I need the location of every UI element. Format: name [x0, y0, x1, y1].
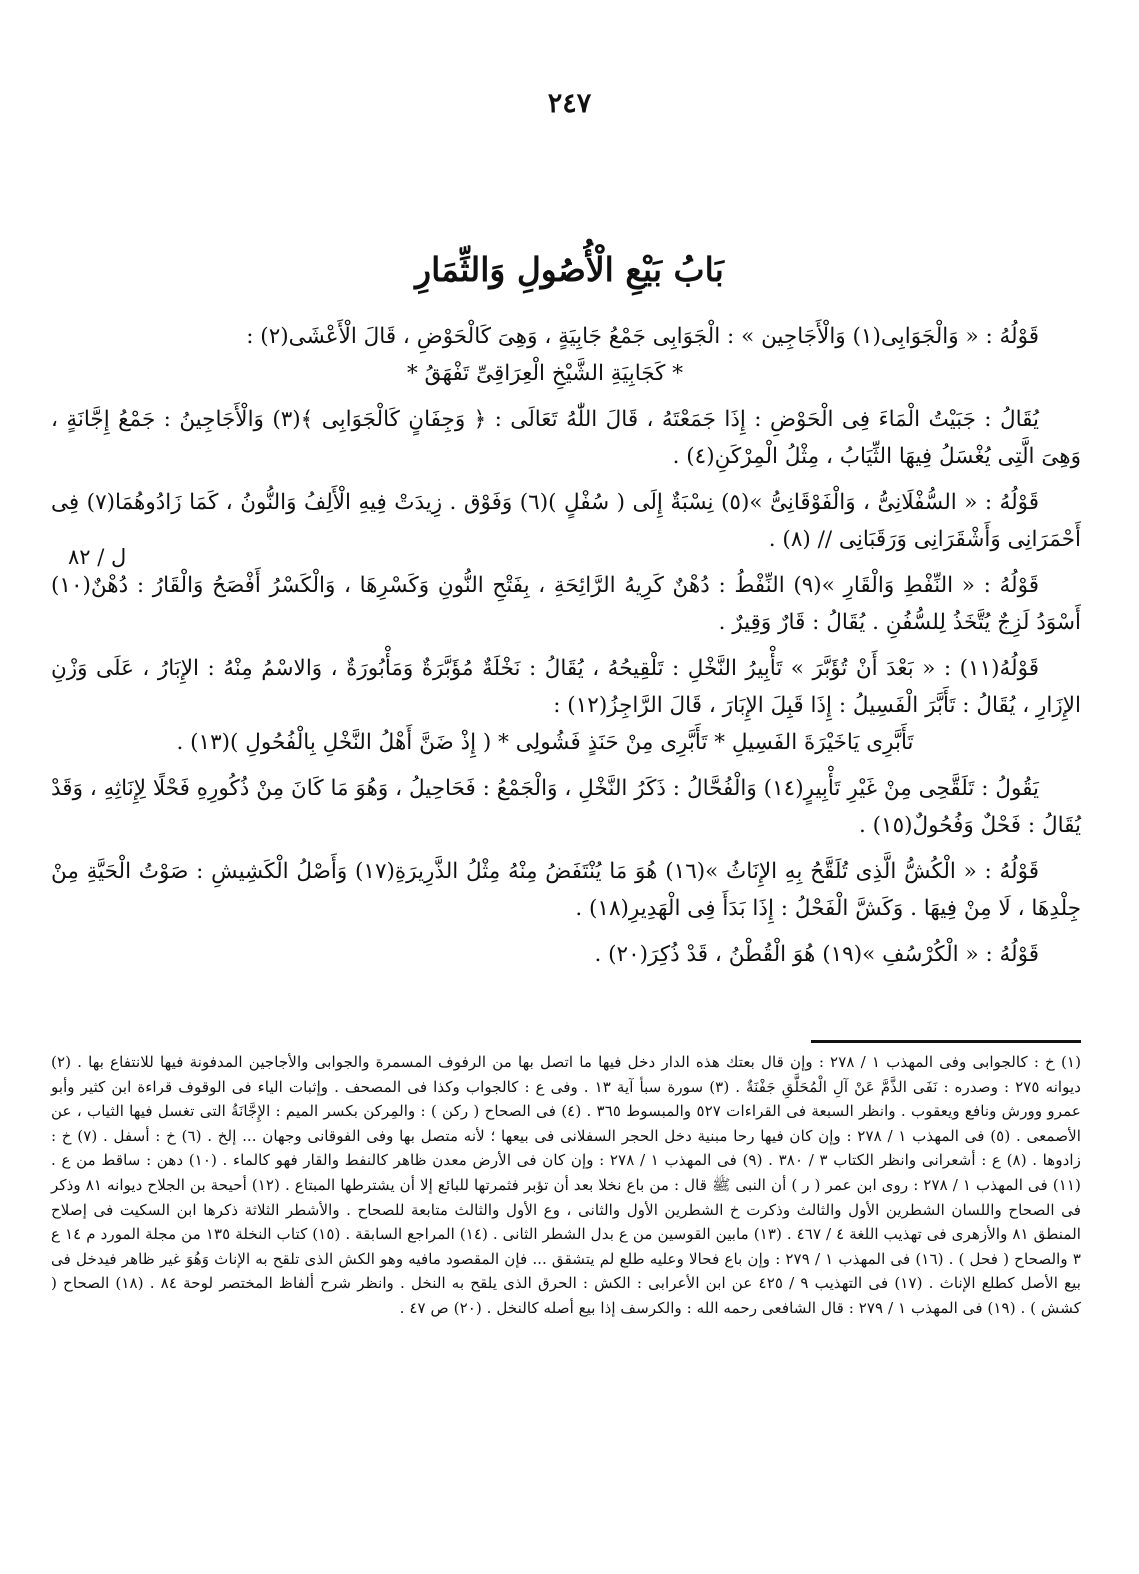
paragraph-jabaytu	[51, 401, 1081, 475]
paragraph-tubbar	[51, 650, 1081, 761]
paragraph-kush	[51, 853, 1081, 927]
paragraph-text: قَوْلُهُ : « الْكُشُّ الَّذِى تُلَقَّحُ بِهِ الإِنَاثُ »(١٦) هُوَ مَا يُنْتَفَضُ مِنْهُ مِثْلُ الذَّرِيرَةِ(١٧) وَأَصْلُ الْكَشِيشِ : صَوْتُ الْحَيَّةِ مِنْ جِلْدِهَا ، لَا مِنْ فِيهَا . وَكَشَّ الْفَحْلُ : إِذَا بَدَأَ فِى الْهَدِيرِ(١٨) .	[51, 859, 1081, 921]
paragraph-fuhhal	[51, 770, 1081, 844]
paragraph-jawabi	[51, 318, 1081, 392]
paragraph-text: قَوْلُهُ : « النِّفْطِ وَالْقَارِ »(٩) النِّفْطُ : دُهْنٌ كَرِيهُ الرَّائِحَةِ ، بِفَتْحِ النُّونِ وَكَسْرِهَا ، وَالْكَسْرُ أَفْصَحُ وَالْقَارُ : دُهْنٌ(١٠) أَسْوَدُ لَزِجٌ يُتَّخَذُ لِلسُّفُنِ . يُقَالُ : قَارٌ وَقِيرٌ .	[51, 573, 1081, 635]
page-number: ٢٤٧	[547, 88, 592, 119]
paragraph-suflani	[51, 484, 1081, 558]
main-text	[51, 318, 1081, 982]
verse-line: * كَجَابِيَةِ الشَّيْخِ الْعِرَاقِىِّ تَفْهَقُ *	[406, 361, 684, 386]
margin-note: ل / ٨٢	[68, 545, 127, 569]
footnote-divider	[811, 1040, 1081, 1043]
paragraph-kursuf	[51, 936, 1081, 973]
footnotes-text: (١) خ : كالجوابى وفى المهذب ١ / ٢٧٨ : وإن قال بعتك هذه الدار دخل فيها ما اتصل بها من الرفوف المسمرة والجوابى والأجاجين المدفونة فيها للانتفاع بها . (٢) ديوانه ٢٧٥ : وصدره : نَفَى الذَّمَّ عَنْ آلِ الْمُحَلَّقِ جَفْنَةٌ . (٣) سورة سبأ آية ١٣ . وفى ع : كالجواب وكذا فى المصحف . وإثبات الياء فى الوقوف قراءة ابن كثير وأبو عمرو وورش ونافع ويعقوب . وانظر السبعة فى القراءات ٥٢٧ والمبسوط ٣٦٥ . (٤) فى الصحاح ( ركن ) : والمِركن بكسر الميم : الإِجَّانَةُ التى تغسل فيها الثياب ، عن الأصمعى . (٥) فى المهذب ١ / ٢٧٨ : وإن كان فيها رحا مبنية دخل الحجر السفلانى فى بيعها ؛ لأنه متصل بها وفى الفوقانى وجهان ... إلخ . (٦) خ : أسفل . (٧) خ : زادوها . (٨) ع : أشعرانى وانظر الكتاب ٣ / ٣٨٠ . (٩) فى المهذب ١ / ٢٧٨ : وإن كان فى الأرض معدن ظاهر كالنفط والقار فهو كالماء . (١٠) دهن : ساقط من ع . (١١) فى المهذب ١ / ٢٧٨ : روى ابن عمر ( ر ) أن النبى ﷺ قال : من باع نخلا بعد أن تؤبر فثمرتها للبائع إلا أن يشترطها المبتاع . (١٢) أحيحة بن الجلاح ديوانه ٨١ وذكر فى الصحاح واللسان الشطرين الأول والثالث وذكرت خ الشطرين الأول والثانى ، وع الأول والثالث متابعة للصحاح . والأشطر الثلاثة ذكرها ابن السكيت فى إصلاح المنطق ٨١ والأزهرى فى تهذيب اللغة ٤ / ٤٦٧ . (١٣) مابين القوسين من ع بدل الشطر الثانى . (١٤) المراجع السابقة . (١٥) كتاب النخلة ١٣٥ من مجلة المورد م ١٤ ع ٣ والصحاح ( فحل ) . (١٦) فى المهذب ١ / ٢٧٩ : وإن باع فحالا وعليه طلع لم يتشقق ... فإن المقصود مافيه وهو الكش الذى تلقح به الإناث وَهُوَ غير ظاهر فيدخل فى بيع الأصل كطلع الإناث . (١٧) فى التهذيب ٩ / ٤٢٥ عن ابن الأعرابى : الكش : الحرق الذى يلقح به النخل . وانظر شرح ألفاظ المختصر لوحة ٨٤ . (١٨) الصحاح ( كشش ) . (١٩) فى المهذب ١ / ٢٧٩ : قال الشافعى رحمه الله : والكرسف إذا بيع أصله كالنخل . (٢٠) ص ٤٧ .	[51, 1053, 1081, 1317]
paragraph-text: يُقَالُ : جَبَيْتُ الْمَاءَ فِى الْحَوْضِ : إِذَا جَمَعْتَهُ ، قَالَ اللّٰهُ تَعَالَى : ﴿ وَجِفَانٍ كَالْجَوَابِى ﴾(٣) وَالْأَجَاجِينُ : جَمْعُ إِجَّانَةٍ ، وَهِىَ الَّتِى يُغْسَلُ فِيهَا الثِّيَابُ ، مِثْلُ الْمِرْكَنِ(٤) .	[51, 407, 1081, 469]
paragraph-text: يَقُولُ : تَلَقَّحِى مِنْ غَيْرِ تَأْبِيرٍ(١٤) وَالْفُحَّالُ : ذَكَرُ النَّخْلِ ، وَالْجَمْعُ : فَحَاحِيلُ ، وَهُوَ مَا كَانَ مِنْ ذُكُورِهِ فَحْلًا لِإِنَاثِهِ ، وَقَدْ يُقَالُ : فَحْلٌ وَفُحُولٌ(١٥) .	[51, 776, 1081, 838]
paragraph-text: قَوْلُهُ : « السُّفْلَانِىُّ ، وَالْفَوْقَانِىُّ »(٥) نِسْبَةٌ إِلَى ( سُفْلٍ )(٦) وَفَوْق . زِيدَتْ فِيهِ الْأَلِفُ وَالنُّونُ ، كَمَا زَادُوهُمَا(٧) فِى أَحْمَرَانِى وَأَشْقَرَانِى وَرَقَبَانِى // (٨) .	[51, 490, 1081, 552]
paragraph-text: قَوْلُهُ : « الْكُرْسُفِ »(١٩) هُوَ الْقُطْنُ ، قَدْ ذُكِرَ(٢٠) .	[594, 942, 1039, 967]
chapter-title: بَابُ بَيْعِ الْأُصُولِ وَالثِّمَارِ	[415, 250, 724, 289]
paragraph-text: قَوْلُهُ(١١) : « بَعْدَ أَنْ تُؤَبَّرَ » تَأْبِيرُ النَّخْلِ : تَلْقِيحُهُ ، يُقَالُ : نَخْلَةٌ مُؤَبَّرَةٌ وَمَأْبُورَةٌ ، وَالاسْمُ مِنْهُ : الإِبَارُ ، عَلَى وَزْنِ الإِزَارِ ، يُقَالُ : تَأَبَّرَ الْفَسِيلُ : إِذَا قَبِلَ الإِبَارَ ، قَالَ الرَّاجِزُ(١٢) :	[51, 656, 1081, 718]
paragraph-naft	[51, 567, 1081, 641]
verse-line: تَأَبَّرِى يَاخَيْرَةَ الفَسِيلِ * تَأَبَّرِى مِنْ حَنَذٍ فَشُولِى * ( إِذْ ضَنَّ أَهْلُ النَّخْلِ بِالْفُحُولِ )(١٣) .	[176, 730, 914, 755]
footnotes	[51, 1050, 1081, 1321]
paragraph-text: قَوْلُهُ : « وَالْجَوَابِى(١) وَالْأَجَاجِين » : الْجَوَابِى جَمْعُ جَابِيَةٍ ، وَهِىَ كَالْحَوْضِ ، قَالَ الْأَعْشَى(٢) :	[246, 324, 1039, 349]
